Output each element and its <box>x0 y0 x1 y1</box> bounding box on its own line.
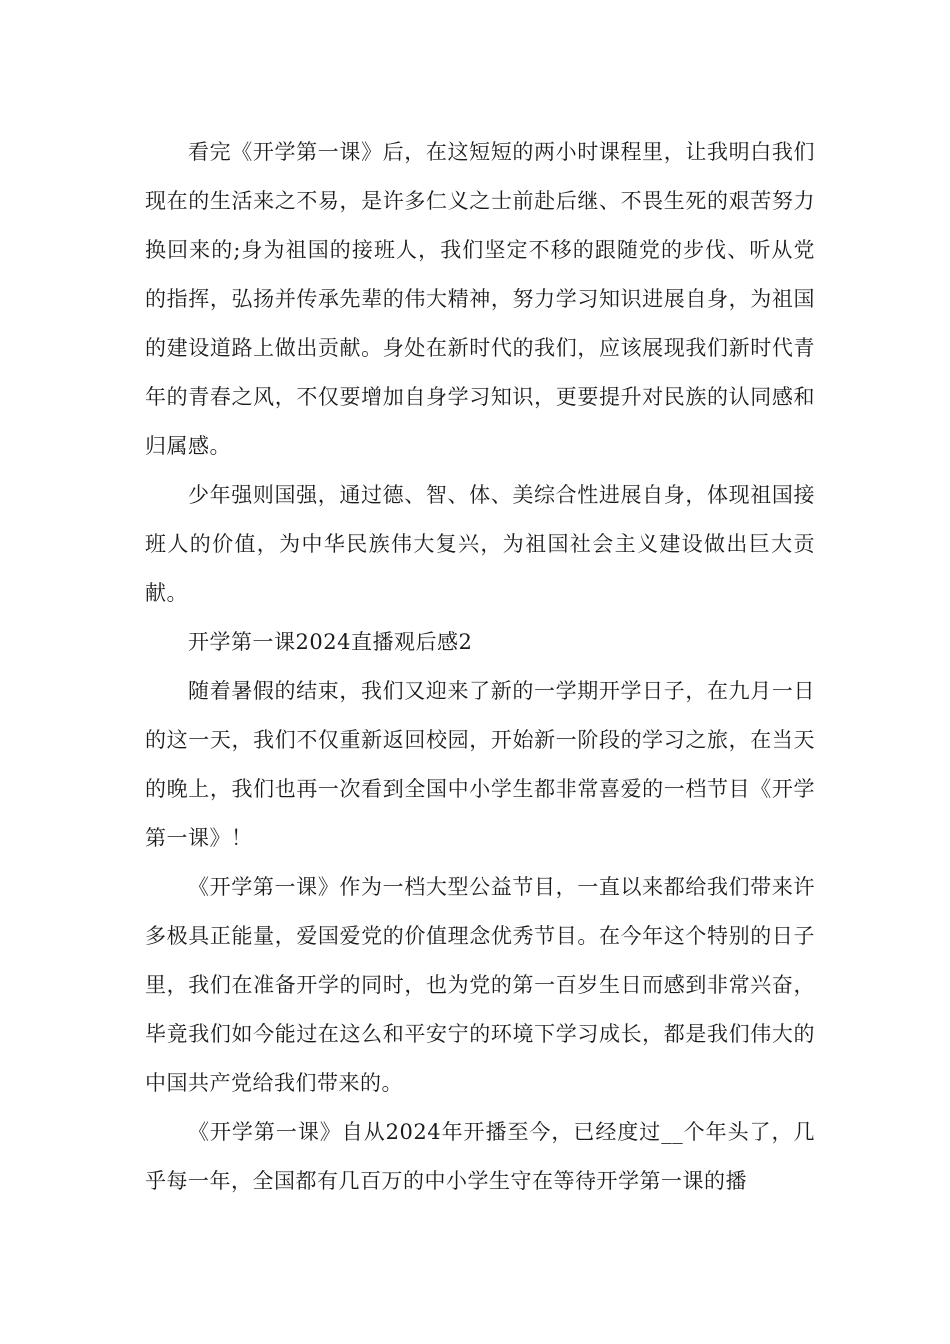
paragraph-2: 少年强则国强，通过德、智、体、美综合性进展自身，体现祖国接班人的价值，为中华民族伟大复兴，为祖国社会主义建设做出巨大贡献。 <box>145 483 815 605</box>
document-body <box>145 128 815 1206</box>
paragraph-5: 《开学第一课》自从2024年开播至今，已经度过__个年头了，几乎每一年，全国都有几百万的中小学生守在等待开学第一课的播 <box>145 1120 815 1193</box>
paragraph-3: 随着暑假的结束，我们又迎来了新的一学期开学日子，在九月一日的这一天，我们不仅重新返回校园，开始新一阶段的学习之旅，在当天的晚上，我们也再一次看到全国中小学生都非常喜爱的一档节目《开学第一课》！ <box>145 679 815 850</box>
paragraph-1: 看完《开学第一课》后，在这短短的两小时课程里，让我明白我们现在的生活来之不易，是许多仁义之士前赴后继、不畏生死的艰苦努力换回来的;身为祖国的接班人，我们坚定不移的跟随党的步伐、听从党的指挥，弘扬并传承先辈的伟大精神，努力学习知识进展自身，为祖国的建设道路上做出贡献。身处在新时代的我们，应该展现我们新时代青年的青春之风，不仅要增加自身学习知识，更要提升对民族的认同感和归属感。 <box>145 140 815 458</box>
paragraph-4: 《开学第一课》作为一档大型公益节目，一直以来都给我们带来许多极具正能量，爱国爱党的价值理念优秀节目。在今年这个特别的日子里，我们在准备开学的同时，也为党的第一百岁生日而感到非常兴奋，毕竟我们如今能过在这么和平安宁的环境下学习成长，都是我们伟大的中国共产党给我们带来的。 <box>145 875 815 1095</box>
section-heading: 开学第一课2024直播观后感2 <box>188 630 473 654</box>
